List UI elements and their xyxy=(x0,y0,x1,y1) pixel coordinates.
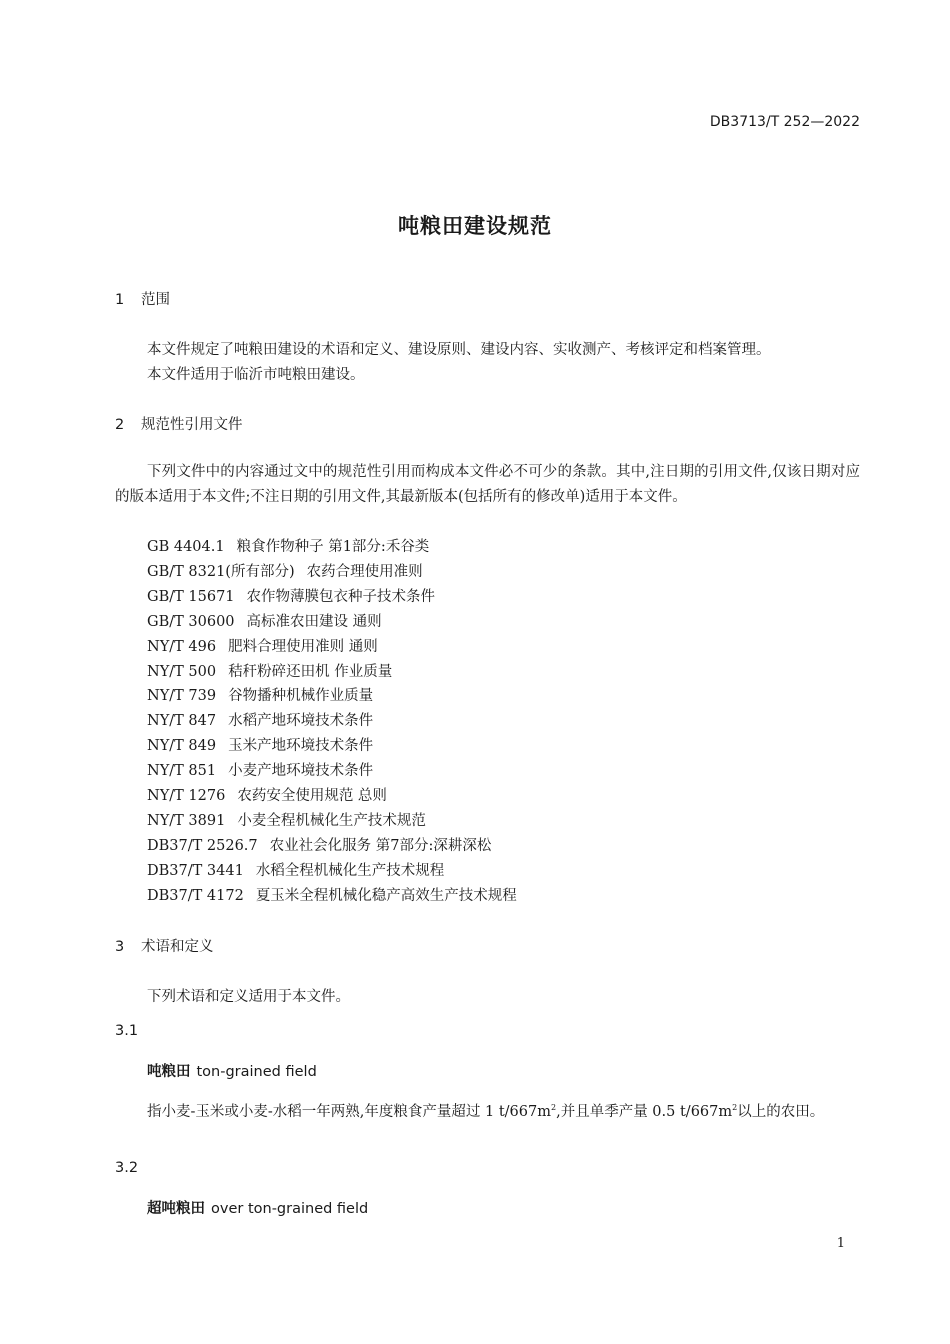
reference-title: 小麦全程机械化生产技术规范 xyxy=(237,812,426,829)
document-number: DB3713/T 252—2022 xyxy=(709,114,860,130)
page-number: 1 xyxy=(836,1236,845,1251)
applicability-paragraph: 本文件适用于临沂市吨粮田建设。 xyxy=(147,367,365,383)
reference-title: 粮食作物种子 第1部分:禾谷类 xyxy=(236,539,430,555)
reference-item xyxy=(147,535,517,560)
term-heading-3-1 xyxy=(147,1060,317,1081)
reference-code: GB/T 8321(所有部分) xyxy=(147,563,295,580)
reference-title: 农药安全使用规范 总则 xyxy=(237,788,387,805)
reference-title: 高标准农田建设 通则 xyxy=(246,613,382,630)
reference-title: 谷物播种机械作业质量 xyxy=(228,688,374,705)
reference-item xyxy=(147,734,517,759)
section-number: 1 xyxy=(115,292,125,308)
reference-code: DB37/T 4172 xyxy=(147,887,244,904)
page-title: 吨粮田建设规范 xyxy=(398,214,552,238)
section-number: 3 xyxy=(115,939,125,955)
reference-item xyxy=(147,834,517,859)
term-zh: 吨粮田 xyxy=(147,1064,191,1080)
section-title: 术语和定义 xyxy=(141,939,214,955)
section-2-heading xyxy=(115,413,243,434)
reference-item xyxy=(147,684,517,709)
term-number-3-1: 3.1 xyxy=(115,1023,139,1039)
reference-title: 水稻全程机械化生产技术规程 xyxy=(255,862,445,879)
section-title: 规范性引用文件 xyxy=(141,417,243,433)
references-intro-paragraph: 下列文件中的内容通过文中的规范性引用而构成本文件必不可少的条款。其中,注日期的引用文件,仅该日期对应的版本适用于本文件;不注日期的引用文件,其最新版本(包括所有的修改单)适用于本文件。 xyxy=(115,464,860,505)
section-1-heading xyxy=(115,288,170,309)
superscript: 2 xyxy=(732,1103,738,1112)
definition-text: 指小麦-玉米或小麦-水稻一年两熟,年度粮食产量超过 1 t/667m xyxy=(147,1104,551,1120)
reference-item xyxy=(147,585,517,610)
reference-item xyxy=(147,610,517,635)
reference-title: 夏玉米全程机械化稳产高效生产技术规程 xyxy=(255,887,517,904)
reference-title: 秸秆粉碎还田机 作业质量 xyxy=(228,663,393,680)
reference-code: GB/T 15671 xyxy=(147,588,235,605)
reference-title: 肥料合理使用准则 通则 xyxy=(228,638,378,655)
term-en: ton-grained field xyxy=(196,1064,317,1080)
reference-code: GB/T 30600 xyxy=(147,613,235,630)
reference-code: NY/T 851 xyxy=(147,763,217,780)
reference-title: 农药合理使用准则 xyxy=(306,563,423,580)
reference-item xyxy=(147,809,517,834)
reference-title: 水稻产地环境技术条件 xyxy=(228,713,374,730)
term-heading-3-2 xyxy=(147,1197,368,1218)
scope-paragraph: 本文件规定了吨粮田建设的术语和定义、建设原则、建设内容、实收测产、考核评定和档案管理。 xyxy=(147,342,771,358)
reference-item xyxy=(147,759,517,784)
reference-list xyxy=(147,535,517,909)
definition-text: 以上的农田。 xyxy=(737,1104,825,1120)
terms-intro-paragraph: 下列术语和定义适用于本文件。 xyxy=(147,989,350,1005)
term-en: over ton-grained field xyxy=(211,1201,369,1217)
reference-title: 玉米产地环境技术条件 xyxy=(228,738,374,755)
reference-code: DB37/T 3441 xyxy=(147,862,244,879)
reference-title: 小麦产地环境技术条件 xyxy=(228,763,374,780)
term-number-3-2: 3.2 xyxy=(115,1160,139,1176)
reference-item xyxy=(147,784,517,809)
reference-item xyxy=(147,709,517,734)
reference-item xyxy=(147,660,517,685)
reference-code: NY/T 500 xyxy=(147,663,217,680)
superscript: 2 xyxy=(551,1103,557,1112)
reference-item xyxy=(147,560,517,585)
reference-title: 农业社会化服务 第7部分:深耕深松 xyxy=(269,837,492,854)
reference-code: NY/T 847 xyxy=(147,713,217,730)
term-zh: 超吨粮田 xyxy=(147,1201,205,1217)
definition-text: ,并且单季产量 0.5 t/667m xyxy=(556,1104,733,1120)
section-number: 2 xyxy=(115,417,125,433)
reference-code: NY/T 1276 xyxy=(147,788,226,805)
reference-code: NY/T 739 xyxy=(147,688,217,705)
reference-item xyxy=(147,635,517,660)
reference-code: GB 4404.1 xyxy=(147,539,225,555)
reference-code: DB37/T 2526.7 xyxy=(147,837,258,854)
reference-code: NY/T 496 xyxy=(147,638,217,655)
reference-item xyxy=(147,859,517,884)
reference-code: NY/T 3891 xyxy=(147,812,226,829)
reference-code: NY/T 849 xyxy=(147,738,217,755)
reference-title: 农作物薄膜包衣种子技术条件 xyxy=(246,588,436,605)
term-definition-3-1 xyxy=(115,1096,860,1125)
reference-item xyxy=(147,884,517,909)
section-title: 范围 xyxy=(141,292,170,308)
section-3-heading xyxy=(115,935,214,956)
